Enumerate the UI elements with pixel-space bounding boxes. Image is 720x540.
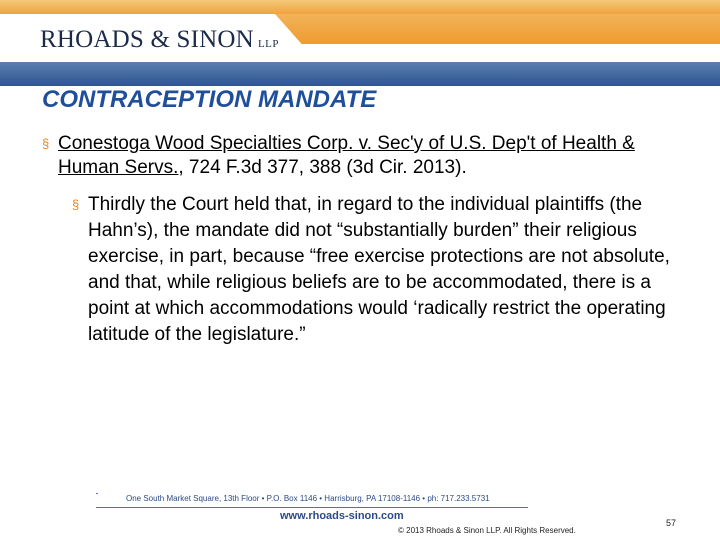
bullet-icon: §: [72, 197, 80, 212]
blue-header-bar: [0, 62, 720, 86]
footer-website-link[interactable]: www.rhoads-sinon.com: [280, 510, 404, 522]
page-number: 57: [666, 518, 677, 528]
bullet-2-text: Thirdly the Court held that, in regard to the individual plaintiffs (the Hahn’s), the mandate did not “substantially burden” their religious exercise, in part, because “free exercise protections are not absolute, and that, while religious beliefs are to be accommodated, there is a point at which accommodations would ‘radically restrict the operating latitude of the legislature.”: [88, 194, 670, 345]
footer-divider: [96, 507, 528, 508]
logo-suffix: LLP: [257, 38, 279, 50]
case-citation: , 724 F.3d 377, 388 (3d Cir. 2013).: [178, 157, 467, 178]
firm-logo: [40, 26, 279, 54]
bullet-1-text: [42, 132, 662, 180]
bullet-level-2: [72, 192, 680, 348]
orange-tab-shape: [275, 14, 720, 44]
orange-top-bar: [0, 0, 720, 14]
footer-tick: [96, 493, 98, 494]
slide-header: [0, 0, 720, 68]
bullet-level-1: [42, 132, 662, 180]
footer-address: One South Market Square, 13th Floor • P.O. Box 1146 • Harrisburg, PA 17108-1146 • ph: 717.233.5731: [126, 494, 490, 503]
bullet-icon: §: [42, 136, 50, 151]
logo-text: RHOADS & SINON: [40, 26, 254, 53]
footer-copyright: © 2013 Rhoads & Sinon LLP. All Rights Reserved.: [398, 526, 576, 535]
case-name-link[interactable]: Conestoga Wood Specialties Corp. v. Sec'y of U.S. Dep't of Health & Human Servs.: [58, 133, 635, 178]
slide-title: CONTRACEPTION MANDATE: [42, 86, 377, 113]
